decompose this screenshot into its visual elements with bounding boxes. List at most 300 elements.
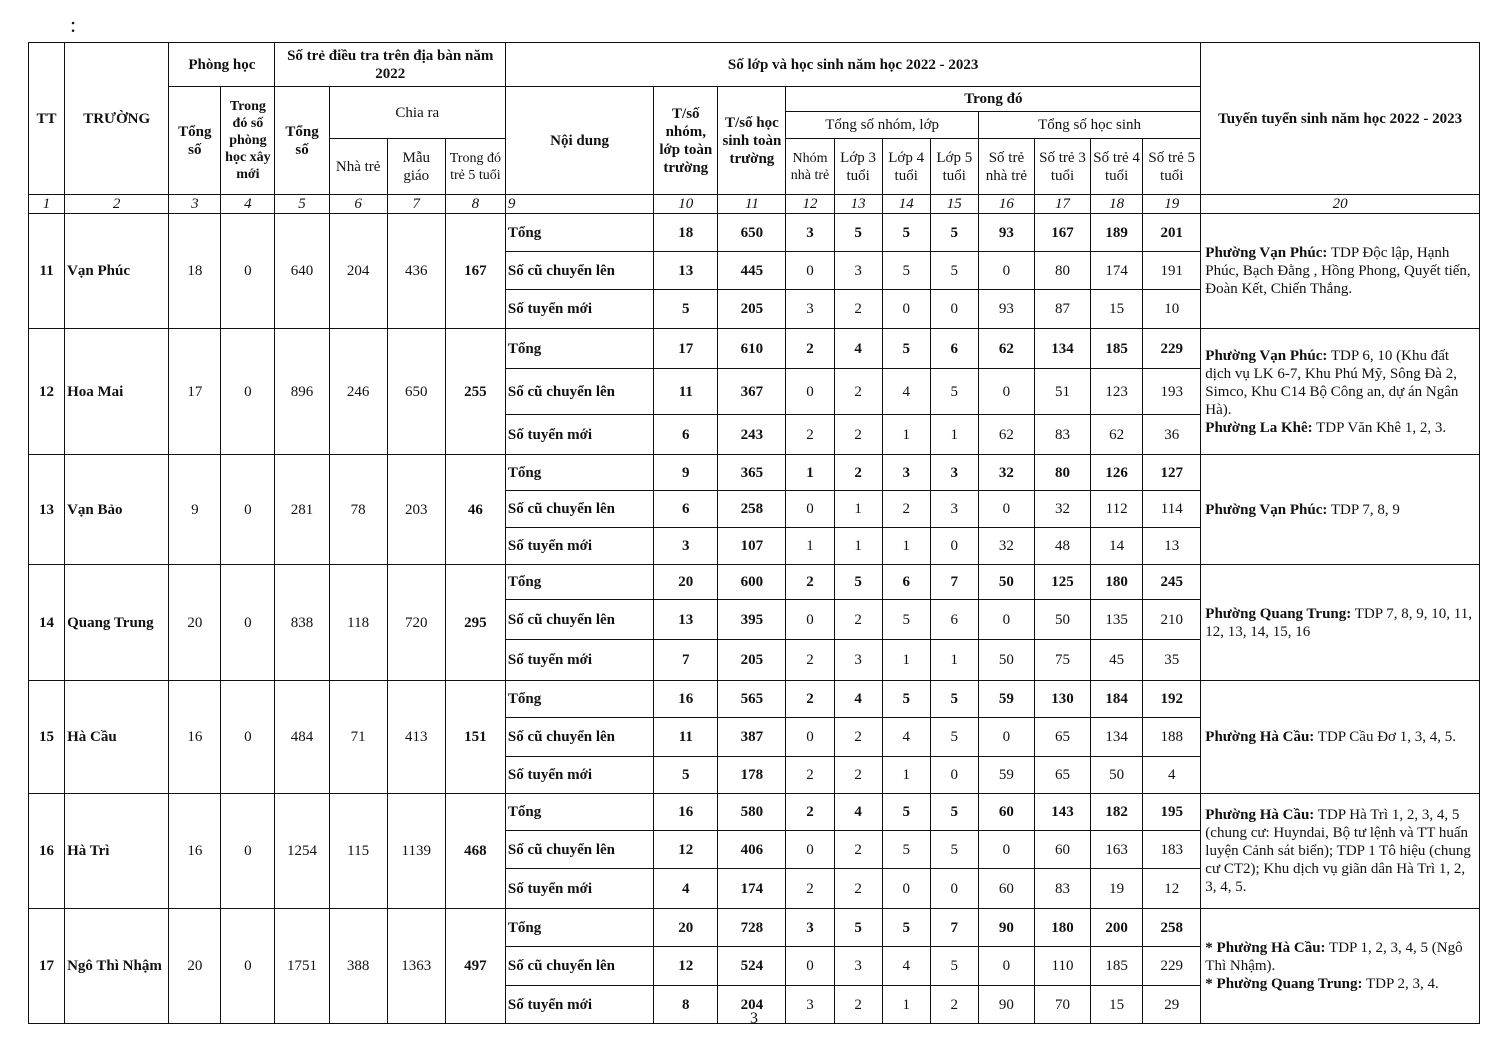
col-index: 8: [445, 195, 505, 214]
cell-value: 50: [978, 640, 1034, 681]
cell-value: 5: [930, 681, 978, 718]
cell-value: 1: [834, 528, 882, 565]
header-ts-nhom: T/số nhóm, lớp toàn trường: [654, 87, 718, 195]
header-children-total: Tổng số: [275, 87, 329, 195]
ward-name: Phường Vạn Phúc:: [1205, 347, 1328, 364]
new-rooms: 0: [221, 455, 275, 565]
cell-value: 180: [1034, 909, 1090, 947]
mau-giao-count: 720: [387, 565, 445, 681]
cell-value: 2: [834, 369, 882, 415]
cell-value: 51: [1034, 369, 1090, 415]
cell-value: 2: [834, 986, 882, 1024]
cell-value: 258: [718, 491, 786, 528]
catchment-area: [1201, 214, 1480, 329]
catchment-area: [1201, 329, 1480, 455]
school-name: Vạn Phúc: [65, 214, 169, 329]
cell-value: 195: [1143, 794, 1201, 831]
school-name: Vạn Bảo: [65, 455, 169, 565]
cell-value: 183: [1143, 831, 1201, 869]
header-noi-dung: Nội dung: [505, 87, 653, 195]
cell-value: 80: [1034, 455, 1090, 491]
cell-value: 143: [1034, 794, 1090, 831]
cell-value: 204: [718, 986, 786, 1024]
cell-value: 16: [654, 681, 718, 718]
cell-value: 3: [786, 214, 834, 252]
header-nhom-nha-tre: Nhóm nhà trẻ: [786, 139, 834, 195]
cell-value: 134: [1034, 329, 1090, 369]
cell-value: 59: [978, 681, 1034, 718]
rooms-total: 20: [169, 565, 221, 681]
cell-value: 650: [718, 214, 786, 252]
col-index: 14: [882, 195, 930, 214]
column-index-row: [29, 195, 1480, 214]
cell-value: 2: [786, 640, 834, 681]
header-so-lop-hs: Số lớp và học sinh năm học 2022 - 2023: [505, 43, 1200, 87]
school-tt: 11: [29, 214, 65, 329]
cell-value: 5: [834, 909, 882, 947]
cell-value: 243: [718, 415, 786, 455]
ward-detail: TDP 7, 8, 9, 10, 11, 12, 13, 14, 15, 16: [1205, 605, 1472, 640]
new-rooms: 0: [221, 565, 275, 681]
header-lop-4: Lớp 4 tuổi: [882, 139, 930, 195]
cell-value: 205: [718, 640, 786, 681]
catchment-line: [1205, 939, 1475, 975]
nha-tre-count: 115: [329, 794, 387, 909]
nha-tre-count: 246: [329, 329, 387, 455]
cell-value: 3: [786, 986, 834, 1024]
header-chia-ra: Chia ra: [329, 87, 505, 139]
ward-detail: TDP Văn Khê 1, 2, 3.: [1312, 419, 1447, 436]
row-label: Tổng: [505, 214, 653, 252]
cell-value: 15: [1091, 986, 1143, 1024]
col-index: 16: [978, 195, 1034, 214]
school-rows: [29, 214, 1480, 1024]
new-rooms: 0: [221, 681, 275, 794]
school-tt: 14: [29, 565, 65, 681]
school-tt: 16: [29, 794, 65, 909]
rooms-total: 9: [169, 455, 221, 565]
cell-value: 32: [978, 528, 1034, 565]
cell-value: 19: [1091, 869, 1143, 909]
cell-value: 0: [786, 491, 834, 528]
header-truong: TRƯỜNG: [65, 43, 169, 195]
cell-value: 60: [978, 794, 1034, 831]
nha-tre-count: 118: [329, 565, 387, 681]
col-index: 7: [387, 195, 445, 214]
cell-value: 1: [786, 528, 834, 565]
cell-value: 7: [930, 909, 978, 947]
cell-value: 32: [1034, 491, 1090, 528]
col-index: 4: [221, 195, 275, 214]
cell-value: 0: [978, 369, 1034, 415]
cell-value: 90: [978, 909, 1034, 947]
ward-detail: TDP 6, 10 (Khu đất dịch vụ LK 6-7, Khu Phú Mỹ, Sông Đà 2, Simco, Khu C14 Bộ Công an, dự án Ngân Hà).: [1205, 347, 1459, 418]
cell-value: 5: [882, 252, 930, 290]
cell-value: 5: [882, 600, 930, 640]
cell-value: 6: [930, 329, 978, 369]
cell-value: 5: [882, 681, 930, 718]
cell-value: 2: [834, 718, 882, 757]
header-st-3: Số trẻ 3 tuổi: [1034, 139, 1090, 195]
header-st-nha-tre: Số trẻ nhà trẻ: [978, 139, 1034, 195]
cell-value: 178: [718, 757, 786, 794]
school-name: Hoa Mai: [65, 329, 169, 455]
row-label: Số cũ chuyển lên: [505, 600, 653, 640]
cell-value: 125: [1034, 565, 1090, 600]
col-index: 15: [930, 195, 978, 214]
cell-value: 3: [786, 290, 834, 329]
cell-value: 50: [978, 565, 1034, 600]
cell-value: 20: [654, 565, 718, 600]
cell-value: 4: [882, 947, 930, 986]
col-index: 10: [654, 195, 718, 214]
cell-value: 5: [882, 831, 930, 869]
col-index: 19: [1143, 195, 1201, 214]
cell-value: 2: [786, 565, 834, 600]
cell-value: 3: [834, 640, 882, 681]
cell-value: 5: [930, 947, 978, 986]
table-row: [29, 909, 1480, 947]
cell-value: 93: [978, 290, 1034, 329]
cell-value: 229: [1143, 329, 1201, 369]
row-label: Số tuyển mới: [505, 757, 653, 794]
cell-value: 610: [718, 329, 786, 369]
cell-value: 12: [654, 831, 718, 869]
cell-value: 201: [1143, 214, 1201, 252]
school-tt: 13: [29, 455, 65, 565]
cell-value: 1: [834, 491, 882, 528]
cell-value: 1: [930, 415, 978, 455]
cell-value: 93: [978, 214, 1034, 252]
cell-value: 5: [930, 794, 978, 831]
ward-name: Phường Quang Trung:: [1205, 605, 1352, 622]
cell-value: 0: [978, 252, 1034, 290]
school-tt: 15: [29, 681, 65, 794]
cell-value: 36: [1143, 415, 1201, 455]
cell-value: 5: [834, 565, 882, 600]
cell-value: 205: [718, 290, 786, 329]
row-label: Số cũ chuyển lên: [505, 491, 653, 528]
cell-value: 3: [930, 455, 978, 491]
header-st-5: Số trẻ 5 tuổi: [1143, 139, 1201, 195]
cell-value: 9: [654, 455, 718, 491]
cell-value: 0: [978, 600, 1034, 640]
cell-value: 5: [882, 329, 930, 369]
cell-value: 60: [1034, 831, 1090, 869]
nha-tre-count: 388: [329, 909, 387, 1024]
cell-value: 13: [654, 600, 718, 640]
cell-value: 4: [834, 794, 882, 831]
cell-value: 0: [930, 290, 978, 329]
cell-value: 4: [1143, 757, 1201, 794]
cell-value: 48: [1034, 528, 1090, 565]
cell-value: 0: [930, 869, 978, 909]
school-name: Hà Cầu: [65, 681, 169, 794]
nha-tre-count: 71: [329, 681, 387, 794]
cell-value: 0: [786, 831, 834, 869]
cell-value: 60: [978, 869, 1034, 909]
cell-value: 0: [882, 869, 930, 909]
cell-value: 5: [654, 290, 718, 329]
cell-value: 127: [1143, 455, 1201, 491]
cell-value: 134: [1091, 718, 1143, 757]
cell-value: 16: [654, 794, 718, 831]
col-index: 17: [1034, 195, 1090, 214]
cell-value: 4: [834, 329, 882, 369]
header-phong-hoc: Phòng học: [169, 43, 275, 87]
cell-value: 12: [654, 947, 718, 986]
cell-value: 90: [978, 986, 1034, 1024]
catchment-area: [1201, 455, 1480, 565]
mau-giao-count: 650: [387, 329, 445, 455]
row-label: Số cũ chuyển lên: [505, 369, 653, 415]
col-index: 3: [169, 195, 221, 214]
cell-value: 6: [882, 565, 930, 600]
cell-value: 565: [718, 681, 786, 718]
header-trong-do: Trong đó: [786, 87, 1201, 112]
cell-value: 135: [1091, 600, 1143, 640]
nha-tre-count: 78: [329, 455, 387, 565]
cell-value: 2: [834, 455, 882, 491]
header-tt: TT: [29, 43, 65, 195]
header-mau-giao: Mẫu giáo: [387, 139, 445, 195]
cell-value: 1: [930, 640, 978, 681]
catchment-line: [1205, 806, 1475, 896]
row-label: Số cũ chuyển lên: [505, 831, 653, 869]
ward-name: * Phường Quang Trung:: [1205, 976, 1363, 992]
cell-value: 191: [1143, 252, 1201, 290]
header-nha-tre: Nhà trẻ: [329, 139, 387, 195]
col-index: 6: [329, 195, 387, 214]
cell-value: 112: [1091, 491, 1143, 528]
ward-name: Phường Hà Cầu:: [1205, 807, 1315, 823]
cell-value: 245: [1143, 565, 1201, 600]
cell-value: 2: [834, 415, 882, 455]
cell-value: 524: [718, 947, 786, 986]
cell-value: 192: [1143, 681, 1201, 718]
cell-value: 50: [1091, 757, 1143, 794]
cell-value: 5: [930, 718, 978, 757]
ward-detail: TDP Hà Trì 1, 2, 3, 4, 5 (chung cư: Huyndai, Bộ tư lệnh và TT huấn luyện Cảnh sát biển); TDP 1 Tô hiệu (chung cư CT2); Khu dịch vụ giãn dân Hà Trì 1, 2, 3, 4, 5.: [1205, 807, 1471, 895]
ward-detail: TDP Độc lập, Hạnh Phúc, Bạch Đằng , Hồng Phong, Quyết tiến, Đoàn Kết, Chiến Thắng.: [1205, 245, 1471, 297]
cell-value: 3: [834, 947, 882, 986]
children-total: 281: [275, 455, 329, 565]
cell-value: 163: [1091, 831, 1143, 869]
page-number: 3: [750, 1010, 758, 1027]
row-label: Tổng: [505, 794, 653, 831]
catchment-area: [1201, 565, 1480, 681]
cell-value: 0: [978, 491, 1034, 528]
cell-value: 1: [882, 757, 930, 794]
header-lop-5: Lớp 5 tuổi: [930, 139, 978, 195]
cell-value: 65: [1034, 757, 1090, 794]
cell-value: 1: [882, 986, 930, 1024]
cell-value: 130: [1034, 681, 1090, 718]
row-label: Số cũ chuyển lên: [505, 252, 653, 290]
cell-value: 200: [1091, 909, 1143, 947]
new-rooms: 0: [221, 214, 275, 329]
cell-value: 14: [1091, 528, 1143, 565]
cell-value: 185: [1091, 947, 1143, 986]
cell-value: 50: [1034, 600, 1090, 640]
cell-value: 62: [1091, 415, 1143, 455]
tre5-count: 295: [445, 565, 505, 681]
mau-giao-count: 203: [387, 455, 445, 565]
cell-value: 5: [882, 214, 930, 252]
cell-value: 11: [654, 369, 718, 415]
cell-value: 5: [930, 831, 978, 869]
cell-value: 0: [786, 369, 834, 415]
cell-value: 2: [786, 794, 834, 831]
ward-name: Phường Vạn Phúc:: [1205, 501, 1328, 518]
row-label: Số cũ chuyển lên: [505, 947, 653, 986]
school-name: Hà Trì: [65, 794, 169, 909]
cell-value: 0: [786, 947, 834, 986]
cell-value: 4: [882, 369, 930, 415]
cell-value: 107: [718, 528, 786, 565]
cell-value: 62: [978, 415, 1034, 455]
cell-value: 62: [978, 329, 1034, 369]
cell-value: 0: [930, 528, 978, 565]
col-index: 13: [834, 195, 882, 214]
row-label: Số tuyển mới: [505, 415, 653, 455]
ward-detail: TDP Cầu Đơ 1, 3, 4, 5.: [1314, 729, 1456, 745]
cell-value: 2: [786, 757, 834, 794]
cell-value: 2: [786, 329, 834, 369]
cell-value: 2: [834, 600, 882, 640]
catchment-area: [1201, 681, 1480, 794]
cell-value: 210: [1143, 600, 1201, 640]
cell-value: 182: [1091, 794, 1143, 831]
cell-value: 83: [1034, 415, 1090, 455]
header-tre-5-tuoi: Trong đó trẻ 5 tuổi: [445, 139, 505, 195]
ward-detail: TDP 7, 8, 9: [1327, 501, 1400, 518]
cell-value: 0: [882, 290, 930, 329]
cell-value: 0: [930, 757, 978, 794]
cell-value: 580: [718, 794, 786, 831]
cell-value: 110: [1034, 947, 1090, 986]
cell-value: 193: [1143, 369, 1201, 415]
children-total: 896: [275, 329, 329, 455]
catchment-line: [1205, 501, 1475, 519]
row-label: Số tuyển mới: [505, 290, 653, 329]
header-rooms-total: Tổng số: [169, 87, 221, 195]
children-total: 1751: [275, 909, 329, 1024]
cell-value: 2: [882, 491, 930, 528]
catchment-area: [1201, 909, 1480, 1024]
row-label: Tổng: [505, 681, 653, 718]
cell-value: 35: [1143, 640, 1201, 681]
cell-value: 29: [1143, 986, 1201, 1024]
ward-detail: TDP 2, 3, 4.: [1362, 976, 1439, 992]
cell-value: 0: [978, 831, 1034, 869]
cell-value: 13: [1143, 528, 1201, 565]
cell-value: 11: [654, 718, 718, 757]
cell-value: 10: [1143, 290, 1201, 329]
cell-value: 406: [718, 831, 786, 869]
cell-value: 5: [930, 252, 978, 290]
cell-value: 3: [654, 528, 718, 565]
cell-value: 184: [1091, 681, 1143, 718]
cell-value: 5: [834, 214, 882, 252]
tre5-count: 468: [445, 794, 505, 909]
cell-value: 1: [882, 415, 930, 455]
header-lop-3: Lớp 3 tuổi: [834, 139, 882, 195]
cell-value: 126: [1091, 455, 1143, 491]
cell-value: 2: [834, 831, 882, 869]
new-rooms: 0: [221, 794, 275, 909]
mau-giao-count: 436: [387, 214, 445, 329]
col-index: 9: [505, 195, 653, 214]
cell-value: 0: [978, 718, 1034, 757]
row-label: Số tuyển mới: [505, 986, 653, 1024]
ward-name: Phường La Khê:: [1205, 419, 1313, 436]
new-rooms: 0: [221, 909, 275, 1024]
ward-name: * Phường Hà Cầu:: [1205, 940, 1326, 956]
header-tuyen-sinh: Tuyến tuyển sinh năm học 2022 - 2023: [1201, 43, 1480, 195]
cell-value: 258: [1143, 909, 1201, 947]
top-mark: :: [70, 12, 77, 37]
cell-value: 6: [654, 415, 718, 455]
cell-value: 5: [654, 757, 718, 794]
rooms-total: 20: [169, 909, 221, 1024]
tre5-count: 46: [445, 455, 505, 565]
cell-value: 45: [1091, 640, 1143, 681]
cell-value: 2: [786, 681, 834, 718]
cell-value: 5: [930, 369, 978, 415]
rooms-total: 18: [169, 214, 221, 329]
cell-value: 1: [786, 455, 834, 491]
row-label: Tổng: [505, 565, 653, 600]
col-index: 1: [29, 195, 65, 214]
tre5-count: 167: [445, 214, 505, 329]
cell-value: 5: [882, 909, 930, 947]
cell-value: 5: [930, 214, 978, 252]
table-row: [29, 565, 1480, 600]
cell-value: 0: [786, 600, 834, 640]
school-tt: 17: [29, 909, 65, 1024]
mau-giao-count: 1139: [387, 794, 445, 909]
cell-value: 114: [1143, 491, 1201, 528]
children-total: 484: [275, 681, 329, 794]
col-index: 18: [1091, 195, 1143, 214]
cell-value: 1: [882, 640, 930, 681]
cell-value: 8: [654, 986, 718, 1024]
catchment-area: [1201, 794, 1480, 909]
cell-value: 2: [930, 986, 978, 1024]
row-label: Số cũ chuyển lên: [505, 718, 653, 757]
tre5-count: 497: [445, 909, 505, 1024]
children-total: 1254: [275, 794, 329, 909]
header-new-rooms: Trong đó số phòng học xây mới: [221, 87, 275, 195]
tre5-count: 255: [445, 329, 505, 455]
row-label: Số tuyển mới: [505, 869, 653, 909]
cell-value: 15: [1091, 290, 1143, 329]
row-label: Tổng: [505, 329, 653, 369]
cell-value: 80: [1034, 252, 1090, 290]
cell-value: 2: [786, 869, 834, 909]
cell-value: 0: [978, 947, 1034, 986]
cell-value: 65: [1034, 718, 1090, 757]
col-index: 20: [1201, 195, 1480, 214]
cell-value: 180: [1091, 565, 1143, 600]
cell-value: 13: [654, 252, 718, 290]
ward-name: Phường Vạn Phúc:: [1205, 245, 1328, 261]
cell-value: 229: [1143, 947, 1201, 986]
header-ts-hs: T/số học sinh toàn trường: [718, 87, 786, 195]
header-tong-nhom-lop: Tổng số nhóm, lớp: [786, 112, 978, 139]
cell-value: 17: [654, 329, 718, 369]
